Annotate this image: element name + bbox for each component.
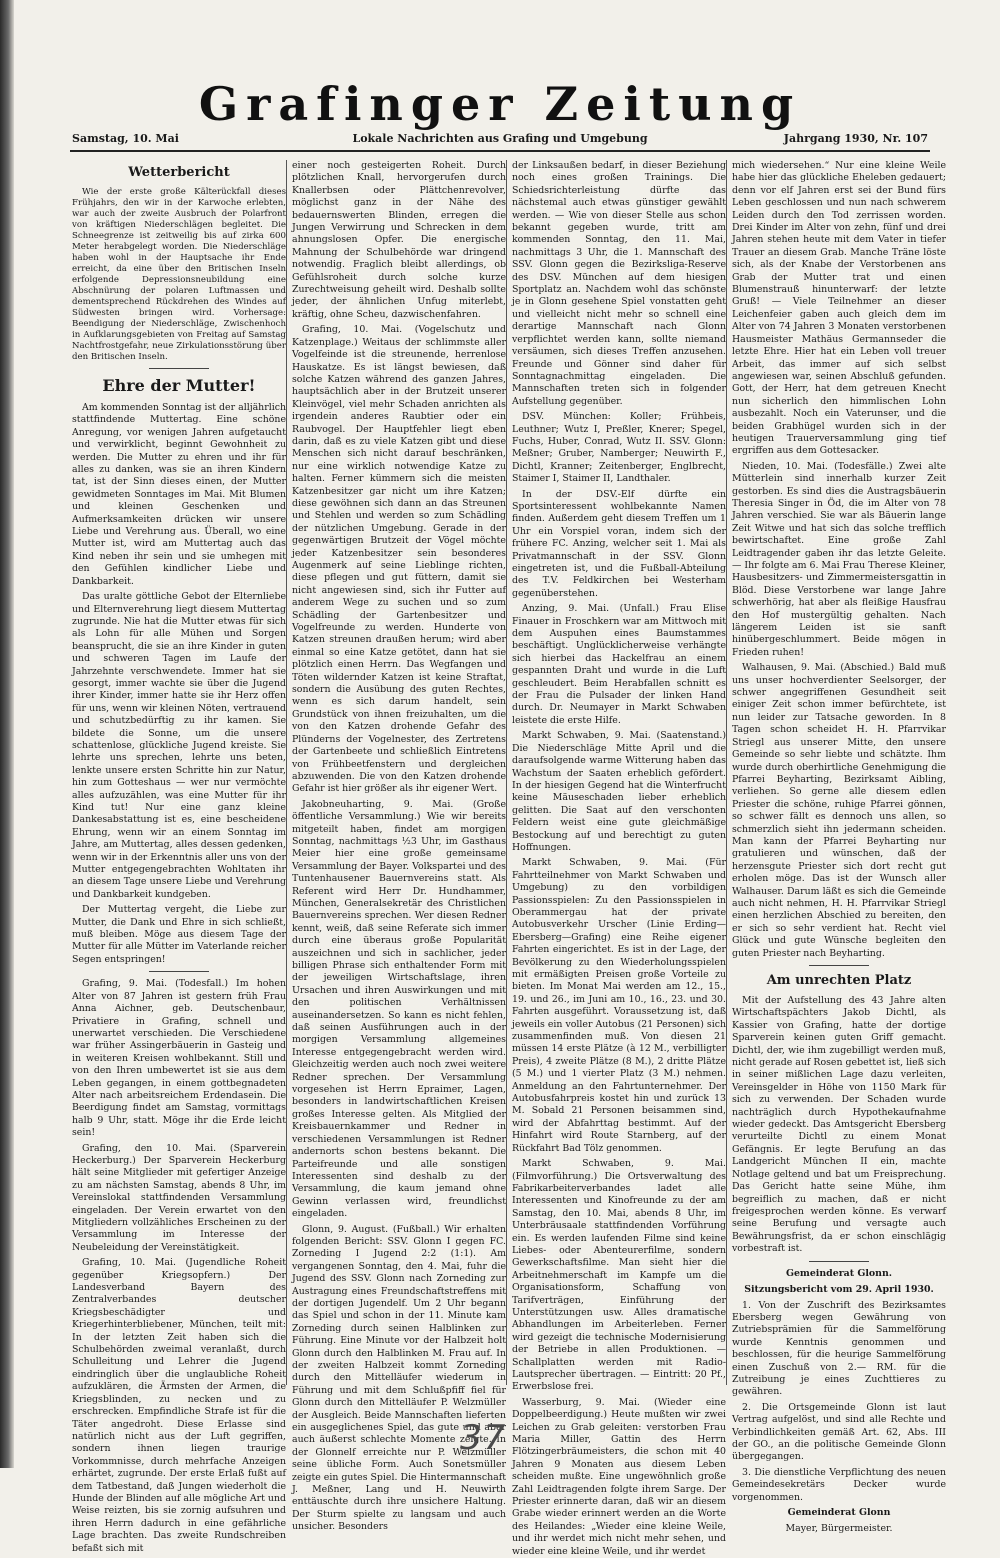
article-continuation: einer noch gesteigerten Roheit. Durch plötzlichen Knall, hervorgerufen durch Knallerbsen oder Plättchenrevolver, möglichst ganz in der Nähe des bedauernswerten Blinden, erregen die Jungen Verwirrung und Schrecken in dem ahnungslosen Opfer. Die energische Mahnung der Schulbehörde war dringend notwendig. Fraglich bleibt allerdings, ob Gefühlsroheit durch solche kurze Zurechtweisung geheilt wird. Deshalb sollte jeder, der ähnlichen Unfug miterlebt, kräftig, ohne Scheu, dazwischenfahren. <box>292 160 506 320</box>
handwritten-page-number: 37 <box>460 1418 508 1458</box>
issue-date: Samstag, 10. Mai <box>72 132 179 145</box>
masthead-subline <box>60 132 940 148</box>
local-news-item: Jakobneuharting, 9. Mai. (Große öffentliche Versammlung.) Wie wir bereits mitgeteilt haben, findet am morgigen Sonntag, nachmittags ½3 Uhr, im Gasthaus Meier hier eine große gemeinsame Versammlung der Bayer. Volkspartei und des Tuntenhausener Bauernvereins statt. Als Referent wird Herr Dr. Hundhammer, München, Generalsekretär des Christlichen Bauernvereins sprechen. Wer diesen Redner kennt, weiß, daß seine Referate sich immer durch eine überaus große Popularität auszeichnen und sich in sachlicher, jeder billigen Phrase sich enthaltender Form mit der jeweiligen Wirtschaftslage, ihren Ursachen und ihren Auswirkungen und mit den politischen Verhältnissen auseinandersetzen. So kann es nicht fehlen, daß seinen Ausführungen auch in der morgigen Versammlung allgemeines Interesse entgegengebracht werden wird. Gleichzeitig werden auch noch zwei weitere Redner sprechen. Der Versammlung vorgesehen ist Herrn Epraimer, Lagen, besonders in landwirtschaftlichen Kreisen großes Interesse gelten. Als Mitglied der Kreisbauernkammer und Redner in verschiedenen Versammlungen ist Redner andernorts schon bestens bekannt. Die Parteifreunde und alle sonstigen Interessenten sind deshalb zu der Versammlung, die kaum jemand ohne Gewinn verlassen wird, freundlichst eingeladen. <box>292 798 506 1220</box>
local-news-item: Anzing, 9. Mai. (Unfall.) Frau Elise Finauer in Froschkern war am Mittwoch mit dem Auspuhen eines Baumstammes beschäftigt. Unglücklicherweise verhängte sich hierbei das Hackelfrau an einem gespannten Draht und wurde in die Luft geschleudert. Beim Herabfallen schnitt es der Frau die Pulsader der linken Hand durch. Dr. Neumayer in Markt Schwaben leistete die erste Hilfe. <box>512 603 726 726</box>
scan-edge <box>0 0 14 1468</box>
mother-heading: Ehre der Mutter! <box>102 376 256 395</box>
masthead-subtitle: Lokale Nachrichten aus Grafing und Umgebung <box>352 132 648 145</box>
masthead-rule <box>70 150 930 152</box>
local-news-item: In der DSV.-Elf dürfte ein Sportsinteressent wohlbekannte Namen finden. Außerdem geht diesem Treffen um 1 Uhr ein Vorspiel voran, indem sich der frühere FC. Anzing, welcher seit 1. Mai als Privatmannschaft in der SSV. Glonn eingetreten ist, und die Fußball-Abteilung des T.V. Feldkirchen bei Westerham gegenüberstehen. <box>512 488 726 599</box>
council-item: 1. Von der Zuschrift des Bezirksamtes Ebersberg wegen Gewährung von Zutriebsprämien für die Sammelförung wurde Kenntnis genommen und beschlossen, für die heurige Sammelförung einen Zuschuß von 2.— RM. für die Zutreibung je eines Zuchttieres zu gewähren. <box>732 1299 946 1398</box>
masthead-title: Grafinger Zeitung <box>198 77 802 131</box>
council-subheading: Sitzungsbericht vom 29. April 1930. <box>744 1283 934 1295</box>
column-4 <box>732 160 946 1535</box>
article-paragraph: Am kommenden Sonntag ist der alljährlich stattfindende Muttertag. Eine schöne Anregung, vor wenigen Jahren aufgetaucht und verwirklicht, beginnt Gewohnheit zu werden. Die Mutter zu ehren und ihr für alles zu danken, was sie an ihren Kindern tat, ist der Sinn dieses einen, der Mutter gewidmeten Sonntages im Mai. Mit Blumen und kleinen Geschenken und Aufmerksamkeiten drücken wir unsere Liebe und Verehrung aus. Überall, wo eine Mutter ist, wird am Muttertag auch das Kind neben ihr sein und sie umhegen mit den Gefühlen kindlicher Liebe und Dankbarkeit. <box>72 402 286 587</box>
article-paragraph: Das uralte göttliche Gebot der Elternliebe und Elternverehrung liegt diesem Muttertag zugrunde. Nie hat die Mutter etwas für sich als Lohn für alle Mühen und Sorgen beansprucht, die sie an ihre Kinder in guten und schweren Tagen im Laufe der Jahrzehnte verschwendete. Immer hat sie gesorgt, immer wachte sie über die Jugend ihrer Kinder, immer hatte sie ihr Herz offen für uns, wenn wir kleinen Nöten, vertrauend und schutzbedürftig zu ihr kamen. Sie bildete die Sonne, um die unsere schattenlose, glückliche Jugend kreiste. Sie lehrte uns sprechen, lehrte uns beten, lenkte unsere ersten Schritte hin zur Natur, hin zum Gotteshaus — wer nur vermöchte alles aufzuzählen, was eine Mutter für ihr Kind tut! Nur eine ganz kleine Dankesabstattung ist es, eine bescheidene Ehrung, wenn wir an einem Sonntag im Jahre, am Muttertag, alles dessen gedenken, wenn wir in der Erkenntnis aller uns von der Mutter entgegengebrachten Wohltaten ihr an diesem Tage unsere Liebe und Verehrung und Dankbarkeit kundgeben. <box>72 591 286 900</box>
council-item: 2. Die Ortsgemeinde Glonn ist laut Vertrag aufgelöst, und sind alle Rechte und Verbindlichkeiten gemäß Art. 62, Abs. III der GO., an die politische Gemeinde Glonn übergegangen. <box>732 1401 946 1463</box>
section-rule <box>149 971 209 972</box>
local-news-item: Grafing, 10. Mai. (Jugendliche Roheit gegenüber Kriegsopfern.) Der Landesverband Bayern des Zentralverbandes deutscher Kriegsbeschädigter und Kriegerhinterbliebener, München, teilt mit: In der letzten Zeit haben sich die Schulbehörden zweimal veranlaßt, durch Schulleitung und Lehrer die Jugend eindringlich über die unglaubliche Roheit aufzuklären, die Ärmsten der Armen, die Kriegsblinden, zu necken und zu erschrecken. Empfindliche Strafe ist für die Täter angedroht. Diese Erlasse sind natürlich nicht aus der Luft gegriffen, sondern ihnen liegen traurige Vorkommnisse, durch mehrfache Anzeigen erhärtet, zugrunde. Der erste Erlaß fußt auf dem Tatbestand, daß Jungen wiederholt die Hunde der Blinden auf alle mögliche Art und Weise reizten, bis sie zornig aufsuhren und ihren Herrn dadurch in eine gefährliche Lage brachten. Das zweite Rundschreiben befaßt sich mit <box>72 1257 286 1554</box>
local-news-item: Markt Schwaben, 9. Mai. (Für Fahrtteilnehmer von Markt Schwaben und Umgebung) zu den vorbildigen Passionsspielen: Zu den Passionsspielen in Oberammergau hat der private Autobusverkehr Urscher (Linie Erding—Ebersberg—Grafing) eine Reihe eigener Fahrten eingerichtet. Es ist in der Lage, der Bevölkerung zu den Wiederholungsspielen mit ermäßigten Preisen große Vorteile zu bieten. Im Monat Mai werden am 12., 15., 19. und 26., im Juni am 10., 16., 23. und 30. Fahrten ausgeführt. Voraussetzung ist, daß jeweils ein voller Autobus (21 Personen) sich zusammenfinden muß. Von diesen 21 müssen 14 erste Plätze (à 12 M., verbilligter Preis), 4 zweite Plätze (8 M.), 2 dritte Plätze (5 M.) und 1 vierter Platz (3 M.) nehmen. Anmeldung an den Fahrtunternehmer. Der Autobusfahrpreis kostet hin und zurück 13 M. Sobald 21 Personen beisammen sind, wird der Abfahrttag bestimmt. Auf der Hinfahrt wird Route Starnberg, auf der Rückfahrt Bad Tölz genommen. <box>512 857 726 1154</box>
mayor-signature: Mayer, Bürgermeister. <box>785 1523 893 1535</box>
article-continuation: der Linksaußen bedarf, in dieser Beziehung noch eines großen Trainings. Die Schiedsrichterleistung dürfte das nächstemal auch etwas günstiger gewählt werden. — Wie von dieser Stelle aus schon bekannt gegeben wurde, tritt am kommenden Sonntag, den 11. Mai, nachmittags 3 Uhr, die 1. Mannschaft des SSV. Glonn gegen die Bezirksliga-Reserve des DSV. München auf dem hiesigen Sportplatz an. Nachdem wohl das schönste je in Glonn gesehene Spiel vonstatten geht und vielleicht nicht mehr so schnell eine derartige Mannschaft nach Glonn verpflichtet werden kann, sollte niemand versäumen, sich dieses Treffen anzusehen. Freunde und Gönner sind daher für Sonntagnachmittag eingeladen. Die Mannschaften treten sich in folgender Aufstellung gegenüber. <box>512 160 726 407</box>
column-divider <box>506 160 507 1385</box>
column-divider <box>726 160 727 1385</box>
column-3 <box>512 160 726 1557</box>
column-divider <box>286 160 287 1385</box>
local-news-item: Markt Schwaben, 9. Mai. (Filmvorführung.) Die Ortsverwaltung des Fabrikarbeiterverbandes ladet alle Interessenten und Kinofreunde zu der am Samstag, den 10. Mai, abends 8 Uhr, im Unterbräusaale stattfindenden Vorführung ein. Es werden laufenden Filme sind keine Liebes- oder Abenteurerfilme, sondern Gewerkschaftsfilme. Man sieht hier die Arbeitnehmerschaft im Kampfe um die Organisationsform, Schaffung von Tarifverträgen, Einführung der Unterstützungen usw. Alles dramatische Abhandlungen im Arbeiterleben. Ferner wird gezeigt die technische Modernisierung der Betriebe in allen Produktionen. — Schallplatten werden mit Radio-Lautsprecher übertragen. — Eintritt: 20 Pf., Erwerbslose frei. <box>512 1158 726 1393</box>
issue-volume: Jahrgang 1930, Nr. 107 <box>783 132 928 145</box>
section-rule <box>809 1261 869 1262</box>
local-news-item: Markt Schwaben, 9. Mai. (Saatenstand.) Die Niederschläge Mitte April und die daraufsolgende warme Witterung haben das Wachstum der Saaten erheblich gefördert. In der hiesigen Gegend hat die Winterfrucht keine Mäuseschaden lieber erheblich gelitten. Die Saat auf den verschonten Feldern weist eine gute gleichmäßige Bestockung auf und berechtigt zu guten Hoffnungen. <box>512 730 726 853</box>
local-news-item: Walhausen, 9. Mai. (Abschied.) Bald muß uns unser hochverdienter Seelsorger, der schwer angegriffenen Gesundheit seit einiger Zeit schon immer befürchtete, ist nun leider zur Tatsache geworden. In 8 Tagen schon scheidet H. H. Pfarrvikar Striegl aus unserer Mitte, den unsere Gemeinde so sehr liebte und schätzte. Ihm wurde durch oberhirtliche Genehmigung die Pfarrei Beyharting, Bezirksamt Aibling, verliehen. So gerne alle diesem edlen Priester die schöne, ruhige Pfarrei gönnen, so schwer fällt es dennoch uns allen, so schmerzlich sieht ihn jedermann scheiden. Man kann der Pfarrei Beyharting nur gratulieren und wünschen, daß der herzensgute Priester sich dort recht gut erholen möge. Das ist der Wunsch aller Walhauser. Darum läßt es sich die Gemeinde auch nicht nehmen, H. H. Pfarrvikar Striegl einen herzlichen Abschied zu bereiten, den er sich so sehr verdient hat. Recht viel Glück und gute Wünsche begleiten den guten Priester nach Beyharting. <box>732 662 946 959</box>
local-news-item: Nieden, 10. Mai. (Todesfälle.) Zwei alte Mütterlein sind innerhalb kurzer Zeit gestorben. Es sind dies die Austragsbäuerin Theresia Singer in Öd, die im Alter von 78 Jahren verschied. Sie war als Bäuerin lange Zeit Witwe und hat sich das solche trefflich bewirtschaftet. Eine große Zahl Leidtragender gaben ihr das letzte Geleite. — Ihr folgte am 6. Mai Frau Therese Kleiner, Hausbesitzers- und Zimmermeistersgattin in Blöd. Diese Verstorbene war lange Jahre schwerhörig, hat aber als fleißige Hausfrau den Hof mustergültig gehalten. Nach längerem Leiden ist sie sanft hinübergeschlummert. Beide mögen in Frieden ruhen! <box>732 460 946 658</box>
column-1 <box>72 160 286 1554</box>
unrechten-heading: Am unrechten Platz <box>766 973 912 988</box>
local-news-item: Grafing, 9. Mai. (Todesfall.) Im hohen Alter von 87 Jahren ist gestern früh Frau Anna Aichner, geb. Deutschenbaur, Privatiere in Grafing, schnell und unerwartet verschieden. Die Verschiedene war früher Assingerbäuerin in Gasteig und in weiteren Kreisen wohlbekannt. Still und von den Ihren umbewertet ist sie aus dem Leben gegangen, in einem gottbegnadeten Alter nach arbeitsreichem Erdendasein. Die Beerdigung findet am Samstag, vormittags halb 9 Uhr, statt. Möge ihr die Erde leicht sein! <box>72 978 286 1139</box>
local-news-item: Grafing, den 10. Mai. (Sparverein Heckerburg.) Der Sparverein Heckerburg hält seine Mitglieder mit gefertiger Anzeige zu am nächsten Samstag, abends 8 Uhr, im Vereinslokal stattfindenden Versammlung eingeladen. Der Verein erwartet von den Mitgliedern vollzähliches Erscheinen zu der Versammlung im Interesse der Neubeleidung der Vereinstätigkeit. <box>72 1142 286 1253</box>
team-lineup: DSV. München: Koller; Frühbeis, Leuthner; Wutz I, Preßler, Knerer; Spegel, Fuchs, Huber, Conrad, Wutz II. SSV. Glonn: Meßner; Gruber, Namberger; Neuwirth F., Dichtl, Kranner; Zeitenberger, Englbrecht, Staimer I, Staimer II, Landthaler. <box>512 411 726 485</box>
local-news-item: Wasserburg, 9. Mai. (Wieder eine Doppelbeerdigung.) Heute mußten wir zwei Leichen zu Grab geleiten: verstorben Frau Maria Miller, Gattin des Herrn Flötzingerbräumeisters, die schon mit 40 Jahren 9 Monaten aus diesem Leben scheiden mußte. Eine ungewöhnlich große Zahl Leidtragenden folgte ihrem Sarge. Der Priester erinnerte daran, daß wir an diesem Grabe wieder erinnert werden an die Worte des Heilandes: „Wieder eine kleine Weile, und ihr werdet mich nicht mehr sehen, und wieder eine kleine Weile, und ihr werdet <box>512 1396 726 1557</box>
section-rule <box>149 368 209 369</box>
weather-text: Wie der erste große Kälterückfall dieses Frühjahrs, den wir in der Karwoche erlebten, war auch der zweite Ausbruch der Polarfront von kräftigen Niederschlägen begleitet. Die Schneegrenze ist zeitweilig bis auf zirka 600 Meter herabgelegt worden. Die Niederschläge haben wohl in der Hauptsache ihr Ende erreicht, da eine über den Britischen Inseln erfolgende Depressionsneubildung eine Abschnürung der polaren Luftmassen und dementsprechend Rückdrehen des Windes auf Südwesten bringen wird. Vorhersage: Beendigung der Niederschläge, Zwischenhoch in Aufklarungsgebieten von Freitag auf Samstag Nachtfrostgefahr, neue Zirkulationsstörung über den Britischen Inseln. <box>72 187 286 362</box>
newspaper-page <box>60 0 946 1557</box>
weather-heading: Wetterbericht <box>128 165 230 180</box>
council-heading: Gemeinderat Glonn. <box>785 1267 893 1279</box>
section-rule <box>809 965 869 966</box>
local-news-item: Grafing, 10. Mai. (Vogelschutz und Katzenplage.) Weitaus der schlimmste aller Vogelfeinde ist die streunende, herrenlose Hauskatze. Es ist längst bewiesen, daß solche Katzen während des ganzen Jahres, hauptsächlich aber in der Brutzeit unserer Kleinvögel, viel mehr Schaden anrichten als irgendein anderes Raubtier oder ein Raubvogel. Der Hauptfehler liegt eben darin, daß es zu viele Katzen gibt und diese Menschen sich nicht darauf beschränken, nur eine wirklich notwendige Katze zu halten. Ferner kümmern sich die meisten Katzenbesitzer gar nicht um ihre Katzen; diese gewöhnen sich dann an das Streunen und Stehlen und werden so zum Schädling der nützlichen Umgebung. Gerade in der gegenwärtigen Brutzeit der Vögel möchte jeder Katzenbesitzer sein besonderes Augenmerk auf seine Lieblinge richten, diese pflegen und gut füttern, damit sie nicht angewiesen sind, sich ihr Futter auf anderem Wege zu suchen und so zum Schädling der Gartenbesitzer und Vogelfreunde zu werden. Hunderte von Katzen streunen draußen herum; wird aber einmal so eine Katze getötet, dann hat sie plötzlich einen Herrn. Das Wegfangen und Töten wildernder Katzen ist keine Straftat, sondern die Ausübung des guten Rechtes, wenn es sich darum handelt, sein Grundstück von ihnen freizuhalten, um die von den Katzen drohende Gefahr des Plünderns der Vogelnester, des Zertretens der Gartenbeete und schließlich Eintretens von Frühbeetfenstern und dergleichen abzuwenden. Die von den Katzen drohende Gefahr ist hier größer als ihr eigener Wert. <box>292 324 506 795</box>
local-news-item: Glonn, 9. August. (Fußball.) Wir erhalten folgenden Bericht: SSV. Glonn I gegen FC. Zorneding I Jugend 2:2 (1:1). Am vergangenen Sonntag, den 4. Mai, fuhr die Jugend des SSV. Glonn nach Zorneding zur Austragung eines Freundschaftstreffens mit der dortigen Jugendelf. Um 2 Uhr begann das Spiel und schon in der 11. Minute kam Zorneding durch seinen Halblinken zur Führung. Eine Minute vor der Halbzeit holt Glonn durch den Halblinken M. Frau auf. In der zweiten Halbzeit kommt Zorneding durch den Mittelläufer wiederum in Führung und mit dem Schlußpfiff fiel für Glonn durch den Mittelläufer P. Welzmüller der Ausgleich. Beide Mannschaften lieferten ein ausgeglichenes Spiel, das gute und aber auch äußerst schlechte Momente zeigte. In der Glonnelf erreichte nur P. Welzmüller seine übliche Form. Auch Sonetsmüller zeigte ein gutes Spiel. Die Hintermannschaft J. Meßner, Lang und H. Neuwirth enttäuschte durch ihre unsichere Haltung. Der Sturm spielte zu langsam und auch unsicher. Besonders <box>292 1223 506 1533</box>
article-paragraph: Mit der Aufstellung des 43 Jahre alten Wirtschaftspächters Jakob Dichtl, als Kassier von Grafing, hatte der dortige Sparverein keinen guten Griff gemacht. Dichtl, der, wie ihm zugebilligt werden muß, nicht gerade auf Rosen gebettet ist, ließ sich in seiner mißlichen Lage dazu verleiten, Vereinsgelder in Höhe von 1150 Mark für sich zu verwenden. Der Schaden wurde nachträglich durch Hypothekaufnahme wieder gedeckt. Das Amtsgericht Ebersberg verurteilte Dichtl zu einem Monat Gefängnis. Er legte Berufung an das Landgericht München II ein, machte Notlage geltend und bat um Freisprechung. Das Gericht hatte seine Mühe, ihm begreiflich zu machen, daß er nicht freigesprochen werden könne. Es verwarf seine Berufung und versagte auch Bewährungsfrist, da er schon einschlägig vorbestraft ist. <box>732 995 946 1255</box>
article-paragraph: Der Muttertag vergeht, die Liebe zur Mutter, die Dank und Ehre in sich schließt, muß bleiben. Möge aus diesem Tage der Mutter für alle Mütter im Vaterlande reicher Segen entspringen! <box>72 904 286 965</box>
council-item: 3. Die dienstliche Verpflichtung des neuen Gemeindesekretärs Decker wurde vorgenommen. <box>732 1466 946 1503</box>
council-signoff: Gemeinderat Glonn <box>787 1507 891 1519</box>
article-continuation: mich wiedersehen.“ Nur eine kleine Weile habe hier das glückliche Eheleben gedauert; denn vor elf Jahren erst sei der Bund fürs Leben geschlossen und nun nach schwerem Leiden durch den Tod zerrissen worden. Drei Kinder im Alter von zehn, fünf und drei Jahren stehen heute mit dem Vater in tiefer Trauer an diesem Grab. Manche Träne löste sich, als der Knabe der Verstorbenen ans Grab der Mutter trat und einen Blumenstrauß hinunterwarf: der letzte Gruß! — Viele Teilnehmer an dieser Leichenfeier gaben auch gleich dem im Alter von 74 Jahren 3 Monaten verstorbenen Hausmeister Mathäus Germannseder die letzte Ehre. Hier hat ein Leben voll treuer Arbeit, das immer auf sich selbst angewiesen war, seinen Abschluß gefunden. Gott, der Herr, hat dem getreuen Knecht nun sicherlich den himmlischen Lohn ausbezahlt. Noch ein Vaterunser, und die beiden Grabhügel wurden sich in der heutigen Trauerversammlung ging tief ergriffen aus dem Gottesacker. <box>732 160 946 457</box>
